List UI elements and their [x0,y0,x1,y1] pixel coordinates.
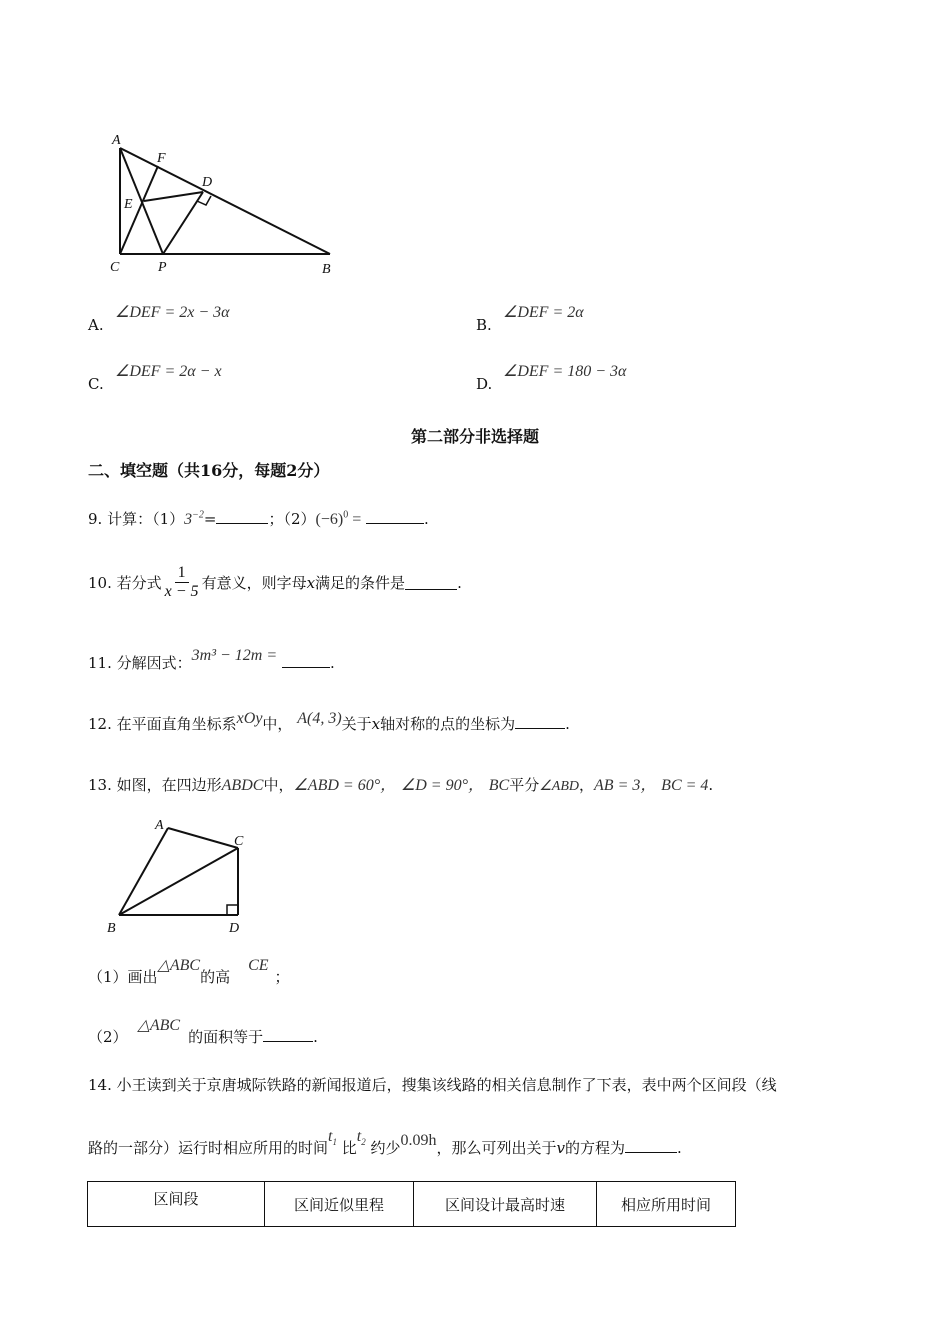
table-header-cell: 区间段 [88,1182,265,1227]
label-p: P [158,260,167,275]
label-a: A [112,133,121,148]
option-a-expr: ∠DEF = 2x − 3α [115,304,230,321]
q10-blank[interactable] [405,575,457,590]
q12-blank[interactable] [515,714,565,729]
q9-expr2: $(-6)^0$ = [315,509,362,528]
q14-value: 0.09h [400,1132,437,1149]
table-header-cell: 相应所用时间 [597,1182,736,1227]
segment-ed [144,192,203,201]
question-9: 9. 计算：$(1)3^{-2}=$ ；$(2)(-6)^0$ = . [88,509,429,528]
q13-cond-3: AB = 3， [594,777,657,794]
label-c2: C [234,834,244,849]
figure-triangle-abc [100,130,350,280]
label-e: E [124,197,133,212]
q10-number: 10. [88,573,112,592]
question-11: 11. 分解因式：3m³ − 12m = . [88,647,335,672]
q11-expr: 3m³ − 12m = [191,647,278,664]
figure-quadrilateral-abdc [100,815,260,940]
question-12: 12. 在平面直角坐标系xOy中， A(4, 3)关于x轴对称的点的坐标为 . [88,710,570,733]
q13-2-blank[interactable] [263,1027,313,1042]
q11-number: 11. [88,654,112,672]
q13-2-triangle: △ABC [137,1017,181,1034]
segment-ab [120,148,330,254]
option-b-letter: B. [476,316,492,334]
option-c-expr: ∠DEF = 2α − x [115,363,222,380]
label-d: D [202,175,213,190]
option-b-expr: ∠DEF = 2α [503,304,584,321]
label-f: F [157,151,166,166]
q13-1-height: CE [248,957,269,974]
q10-fraction: $\frac{1}{x - 5}$ [164,564,199,600]
q13-cond-2: ∠D = 90°， [400,777,484,794]
question-10: 10. 若分式 $\frac{1}{x - 5}$ 有意义，则字母 x 满足的条件是 . [88,564,462,600]
q9-expr1: $3^{-2}$ [184,509,204,528]
table-header-cell: 区间近似里程 [265,1182,414,1227]
table-header-row [88,1182,736,1227]
q14-t2: $t_2$ [356,1128,366,1148]
label-c: C [110,260,120,275]
label-b2: B [107,921,116,936]
q9-prefix: 计算：（1） [107,510,185,528]
question-13-part-1: （1）画出△ABC的高CE； [88,957,290,986]
q11-prefix: 分解因式： [116,654,192,672]
q9-blank-2[interactable] [366,509,424,524]
q13-1-triangle: △ABC [157,957,201,974]
q9-blank-1[interactable] [216,509,268,524]
q9-eq: = [203,510,217,528]
part-title: 第二部分非选择题 [410,427,539,446]
q13-cond-4: BC = 4 [661,777,709,794]
question-14-line-1: 14. 小王读到关于京唐城际铁路的新闻报道后，搜集该线路的相关信息制作了下表，表中两个区间段（线 [88,1076,777,1094]
question-13-part-2: （2）△ABC的面积等于 . [88,1017,318,1046]
table-header-cell: 区间设计最高时速 [414,1182,597,1227]
q12-system: xOy [236,710,263,727]
q12-point: A(4, 3) [297,710,342,727]
q9-number: 9. [88,510,103,528]
q14-t1: $t_1$ [328,1128,337,1148]
option-a-letter: A. [88,316,104,334]
section-title: 二、填空题（共16分，每题2分） [88,461,330,480]
q10-post: 有意义，则字母 [201,574,307,592]
right-angle-mark-2 [227,905,238,915]
q12-number: 12. [88,715,112,733]
q14-blank[interactable] [625,1138,677,1153]
question-14-line-2: 路的一部分）运行时相应所用的时间$t_1$ 比$t_2$ 约少0.09h，那么可列出关于v的方程为 . [88,1128,682,1157]
question-13: 13. 如图，在四边形ABDC中，∠ABD = 60°， ∠D = 90°， BC平分∠ABD，AB = 3， BC = 4. [88,776,714,794]
option-d-letter: D. [476,375,493,393]
label-b: B [322,262,331,277]
q9-sep: ；（2） [268,510,316,528]
option-d-expr: ∠DEF = 180 − 3α [503,363,627,380]
q13-number: 13. [88,776,112,794]
q11-blank[interactable] [282,653,330,668]
option-c-letter: C. [88,375,104,393]
q10-prefix: 若分式 [116,574,162,592]
label-a2: A [155,818,164,833]
railway-table [87,1181,736,1227]
q13-cond-1: ∠ABD = 60°， [293,777,397,794]
label-d2: D [229,921,240,936]
segment-ac2 [168,828,238,848]
